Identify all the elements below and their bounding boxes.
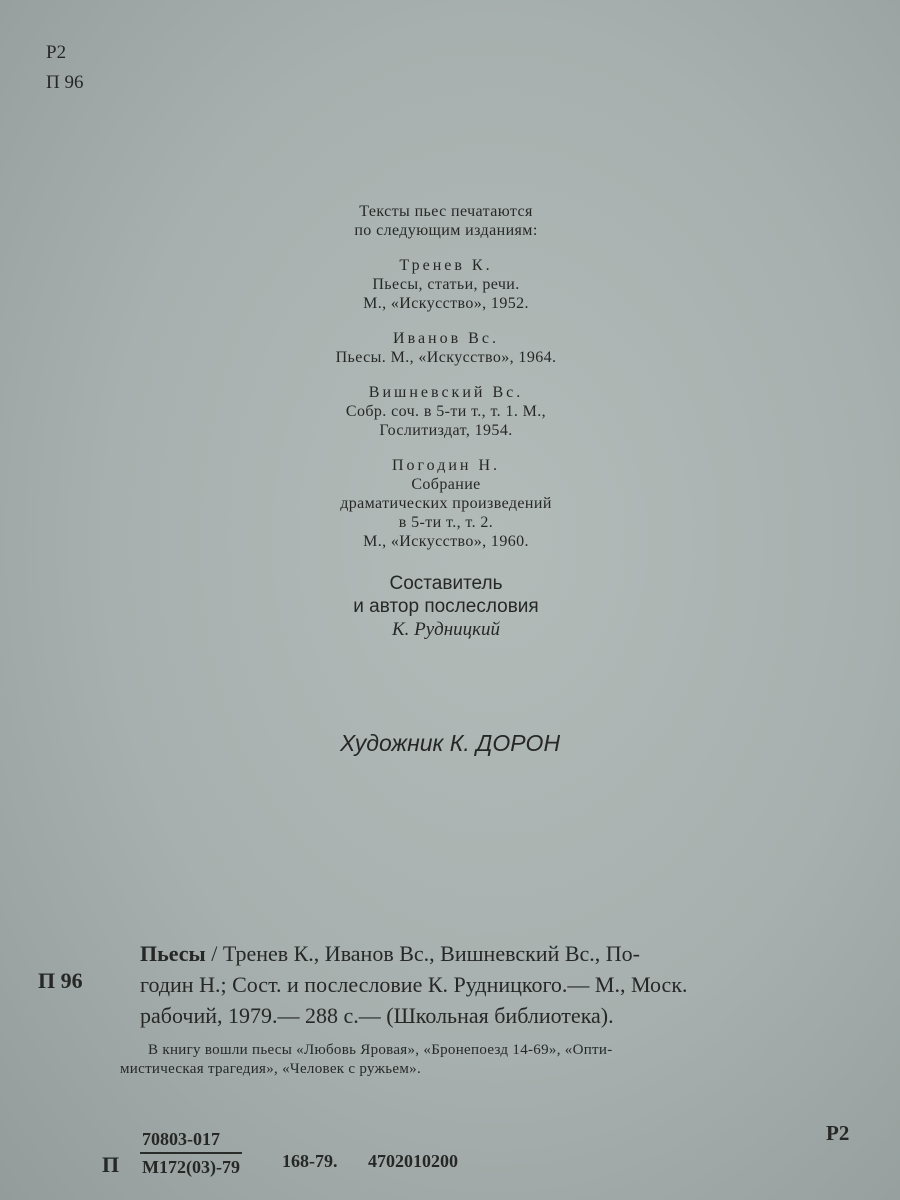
imprint-denominator: М172(03)-79 xyxy=(142,1157,240,1177)
source-author: Погодин Н. xyxy=(391,457,501,474)
source-line: М., «Искусство», 1960. xyxy=(363,533,529,550)
source-line: в 5-ти т., т. 2. xyxy=(398,514,494,531)
catalog-line: рабочий, 1979.— 288 с.— (Школьная библиотека). xyxy=(140,1003,614,1028)
source-author: Тренев К. xyxy=(399,257,493,274)
source-line: драматических произведений xyxy=(340,495,552,512)
source-author: Вишневский Вс. xyxy=(368,384,524,401)
source-line: Гослитиздат, 1954. xyxy=(379,422,513,439)
source-line: Собр. соч. в 5-ти т., т. 1. М., xyxy=(345,403,547,420)
order-number: 168-79. xyxy=(282,1151,338,1171)
afterword-label: и автор послесловия xyxy=(353,596,539,617)
source-line: Пьесы. М., «Искусство», 1964. xyxy=(335,349,557,366)
annotation-line: В книгу вошли пьесы «Любовь Яровая», «Бронепоезд 14-69», «Опти- xyxy=(148,1042,613,1058)
catalog-code: П 96 xyxy=(38,968,83,993)
compiler-name: К. Рудницкий xyxy=(391,619,501,640)
compiler-block xyxy=(236,572,656,641)
source-author: Иванов Вс. xyxy=(393,330,499,347)
source-line: Собрание xyxy=(411,476,481,493)
author-mark: П 96 xyxy=(46,72,84,93)
catalog-line xyxy=(140,938,860,969)
classification-code: Р2 xyxy=(46,42,67,63)
catalog-title: Пьесы xyxy=(140,941,206,966)
artist-credit: Художник К. ДОРОН xyxy=(339,730,561,756)
imprint-fraction xyxy=(140,1127,242,1179)
imprint-letter: П xyxy=(102,1152,120,1177)
source-editions xyxy=(236,202,656,551)
annotation-line: мистическая трагедия», «Человек с ружьем». xyxy=(120,1061,422,1077)
imprint-numerator: 70803-017 xyxy=(140,1127,242,1154)
compiler-label: Составитель xyxy=(389,573,503,594)
contents-annotation xyxy=(120,1041,860,1079)
sources-intro-line: по следующим изданиям: xyxy=(354,222,538,239)
catalog-line: годин Н.; Сост. и послесловие К. Рудницкого.— М., Моск. xyxy=(140,972,688,997)
sources-intro-line: Тексты пьес печатаются xyxy=(359,203,533,220)
book-number: 4702010200 xyxy=(368,1151,458,1171)
source-line: М., «Искусство», 1952. xyxy=(363,295,529,312)
source-line: Пьесы, статьи, речи. xyxy=(372,276,520,293)
classification-code-bottom: Р2 xyxy=(826,1121,850,1145)
catalog-line-rest: / Тренев К., Иванов Вс., Вишневский Вс., По- xyxy=(205,941,640,966)
catalog-record xyxy=(140,938,860,1031)
